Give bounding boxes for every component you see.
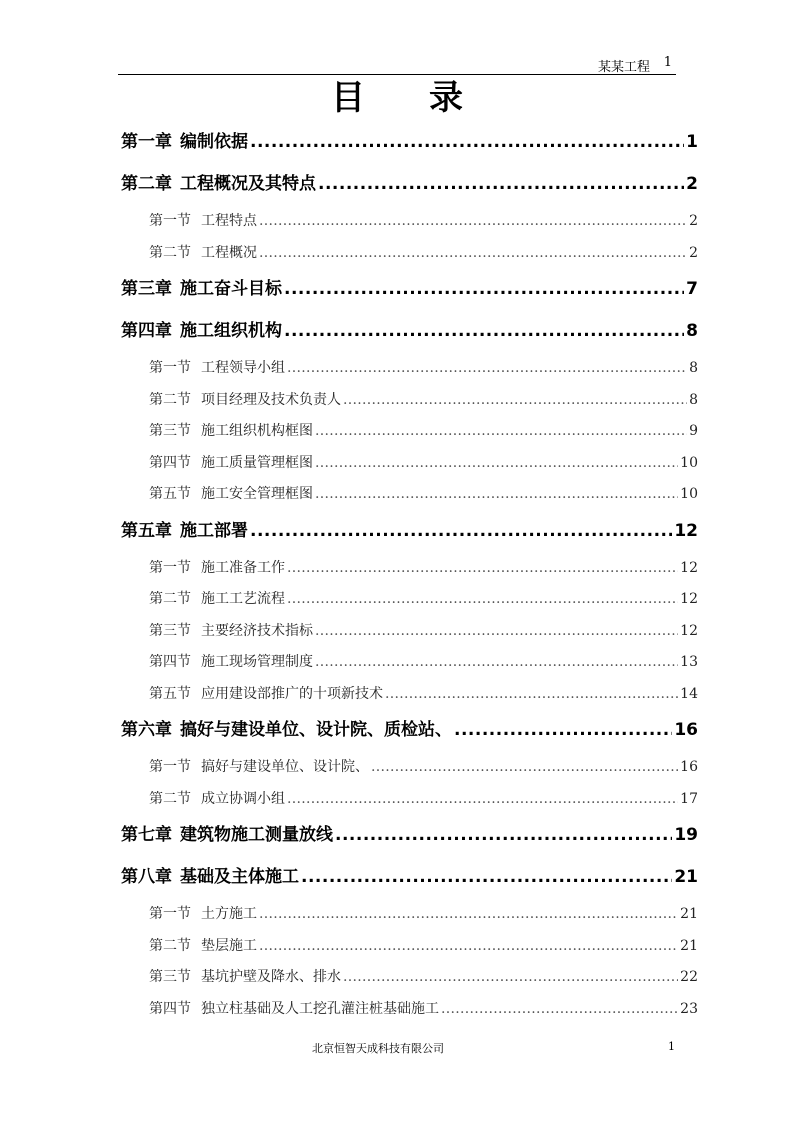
- chapter-title: 施工组织机构: [180, 321, 282, 341]
- chapter-number: 第二章: [121, 174, 172, 194]
- leader-dots: [259, 899, 678, 931]
- leader-dots: [301, 861, 672, 893]
- section-title: 施工准备工作: [201, 559, 285, 576]
- toc-section-entry[interactable]: [121, 616, 698, 648]
- section-title: 应用建设部推广的十项新技术: [201, 685, 383, 702]
- leader-dots: [287, 353, 687, 385]
- section-title: 工程概况: [201, 244, 257, 261]
- leader-dots: [343, 962, 678, 994]
- section-title: 施工工艺流程: [201, 591, 285, 607]
- chapter-number: 第五章: [121, 520, 172, 541]
- chapter-title: 基础及主体施工: [180, 867, 299, 887]
- section-title: 工程领导小组: [201, 360, 285, 376]
- chapter-page-number: 8: [686, 321, 698, 341]
- section-title: 独立柱基础及人工挖孔灌注桩基础施工: [201, 1000, 439, 1017]
- toc-chapter-entry[interactable]: [121, 164, 698, 206]
- section-title: 施工组织机构框图: [201, 423, 313, 439]
- chapter-number: 第四章: [121, 321, 172, 341]
- section-number: 第五节: [149, 486, 191, 502]
- chapter-number: 第八章: [121, 867, 172, 887]
- leader-dots: [284, 273, 684, 305]
- toc-chapter-entry[interactable]: [121, 311, 698, 353]
- chapter-title: 施工奋斗目标: [180, 279, 282, 299]
- section-page-number: 13: [680, 654, 698, 670]
- toc-section-entry[interactable]: [121, 784, 698, 816]
- section-number: 第一节: [149, 906, 191, 922]
- chapter-title: 施工部署: [180, 520, 248, 541]
- section-number: 第五节: [149, 685, 191, 702]
- leader-dots: [454, 714, 672, 746]
- toc-chapter-entry[interactable]: [121, 122, 698, 164]
- toc-section-entry[interactable]: [121, 584, 698, 616]
- toc-section-entry[interactable]: [121, 647, 698, 679]
- toc-chapter-entry[interactable]: [121, 710, 698, 752]
- section-number: 第一节: [149, 213, 191, 229]
- page-title: 目录: [331, 78, 527, 118]
- toc-section-entry[interactable]: [121, 679, 698, 711]
- toc-section-entry[interactable]: [121, 752, 698, 784]
- toc-section-entry[interactable]: [121, 899, 698, 931]
- toc-section-entry[interactable]: [121, 385, 698, 417]
- section-page-number: 21: [680, 937, 698, 954]
- section-page-number: 16: [680, 759, 698, 775]
- toc-section-entry[interactable]: [121, 416, 698, 448]
- section-number: 第四节: [149, 454, 191, 471]
- section-title: 土方施工: [201, 906, 257, 922]
- section-title: 施工质量管理框图: [201, 454, 313, 471]
- toc-section-entry[interactable]: [121, 962, 698, 994]
- leader-dots: [250, 515, 672, 547]
- section-page-number: 8: [689, 360, 698, 376]
- chapter-number: 第三章: [121, 279, 172, 299]
- section-page-number: 14: [680, 685, 698, 702]
- leader-dots: [371, 752, 678, 784]
- chapter-title: 工程概况及其特点: [180, 174, 316, 194]
- section-page-number: 12: [680, 622, 698, 639]
- section-title: 垫层施工: [201, 937, 257, 954]
- section-number: 第四节: [149, 654, 191, 670]
- leader-dots: [343, 385, 687, 417]
- section-title: 施工安全管理框图: [201, 486, 313, 502]
- chapter-page-number: 19: [674, 825, 698, 845]
- section-page-number: 10: [680, 454, 698, 471]
- section-number: 第一节: [149, 360, 191, 376]
- section-title: 成立协调小组: [201, 790, 285, 807]
- section-title: 搞好与建设单位、设计院、: [201, 759, 369, 775]
- section-number: 第二节: [149, 937, 191, 954]
- section-number: 第二节: [149, 790, 191, 807]
- toc-section-entry[interactable]: [121, 448, 698, 480]
- header-project-name: 某某工程: [597, 60, 650, 75]
- chapter-page-number: 1: [686, 132, 698, 152]
- toc-section-entry[interactable]: [121, 479, 698, 511]
- leader-dots: [335, 819, 672, 851]
- leader-dots: [287, 784, 678, 816]
- section-page-number: 21: [680, 906, 698, 922]
- chapter-page-number: 2: [686, 174, 698, 194]
- leader-dots: [315, 416, 687, 448]
- toc-section-entry[interactable]: [121, 553, 698, 585]
- leader-dots: [259, 206, 687, 238]
- chapter-page-number: 21: [674, 867, 698, 887]
- section-number: 第三节: [149, 423, 191, 439]
- leader-dots: [284, 315, 684, 347]
- toc-section-entry[interactable]: [121, 994, 698, 1026]
- toc-chapter-entry[interactable]: [121, 857, 698, 899]
- footer-company: 北京恒智天成科技有限公司: [312, 1042, 444, 1055]
- toc-section-entry[interactable]: [121, 931, 698, 963]
- section-title: 基坑护壁及降水、排水: [201, 969, 341, 985]
- toc-section-entry[interactable]: [121, 353, 698, 385]
- leader-dots: [259, 931, 678, 963]
- section-number: 第二节: [149, 391, 191, 408]
- leader-dots: [315, 479, 678, 511]
- chapter-title: 编制依据: [180, 132, 248, 152]
- toc-section-entry[interactable]: [121, 206, 698, 238]
- section-number: 第三节: [149, 622, 191, 639]
- leader-dots: [287, 584, 678, 616]
- toc-chapter-entry[interactable]: [121, 269, 698, 311]
- section-number: 第四节: [149, 1000, 191, 1017]
- section-page-number: 2: [689, 244, 698, 261]
- toc-section-entry[interactable]: [121, 238, 698, 270]
- section-page-number: 8: [689, 391, 698, 408]
- section-page-number: 12: [680, 559, 698, 576]
- chapter-number: 第六章: [121, 720, 172, 740]
- section-title: 工程特点: [201, 213, 257, 229]
- leader-dots: [315, 616, 678, 648]
- toc-chapter-entry[interactable]: [121, 815, 698, 857]
- table-of-contents: [121, 122, 698, 1025]
- section-number: 第一节: [149, 559, 191, 576]
- leader-dots: [315, 647, 678, 679]
- section-title: 项目经理及技术负责人: [201, 391, 341, 408]
- leader-dots: [259, 238, 687, 270]
- chapter-number: 第一章: [121, 132, 172, 152]
- chapter-title: 建筑物施工测量放线: [180, 825, 333, 845]
- section-page-number: 9: [689, 423, 698, 439]
- chapter-page-number: 12: [674, 520, 698, 541]
- section-page-number: 23: [680, 1000, 698, 1017]
- leader-dots: [318, 168, 684, 200]
- section-number: 第三节: [149, 969, 191, 985]
- section-page-number: 22: [680, 969, 698, 985]
- chapter-title: 搞好与建设单位、设计院、质检站、: [180, 720, 452, 740]
- leader-dots: [441, 994, 678, 1026]
- section-number: 第二节: [149, 591, 191, 607]
- section-page-number: 10: [680, 486, 698, 502]
- leader-dots: [385, 679, 678, 711]
- section-page-number: 12: [680, 591, 698, 607]
- section-number: 第二节: [149, 244, 191, 261]
- chapter-page-number: 7: [686, 279, 698, 299]
- leader-dots: [250, 126, 684, 158]
- chapter-page-number: 16: [674, 720, 698, 740]
- chapter-number: 第七章: [121, 825, 172, 845]
- section-number: 第一节: [149, 759, 191, 775]
- toc-chapter-entry[interactable]: [121, 511, 698, 553]
- section-page-number: 17: [680, 790, 698, 807]
- header-page-number: 1: [663, 55, 672, 70]
- leader-dots: [287, 553, 678, 585]
- section-title: 施工现场管理制度: [201, 654, 313, 670]
- section-title: 主要经济技术指标: [201, 622, 313, 639]
- footer-page-number: 1: [668, 1040, 675, 1053]
- leader-dots: [315, 448, 678, 480]
- section-page-number: 2: [689, 213, 698, 229]
